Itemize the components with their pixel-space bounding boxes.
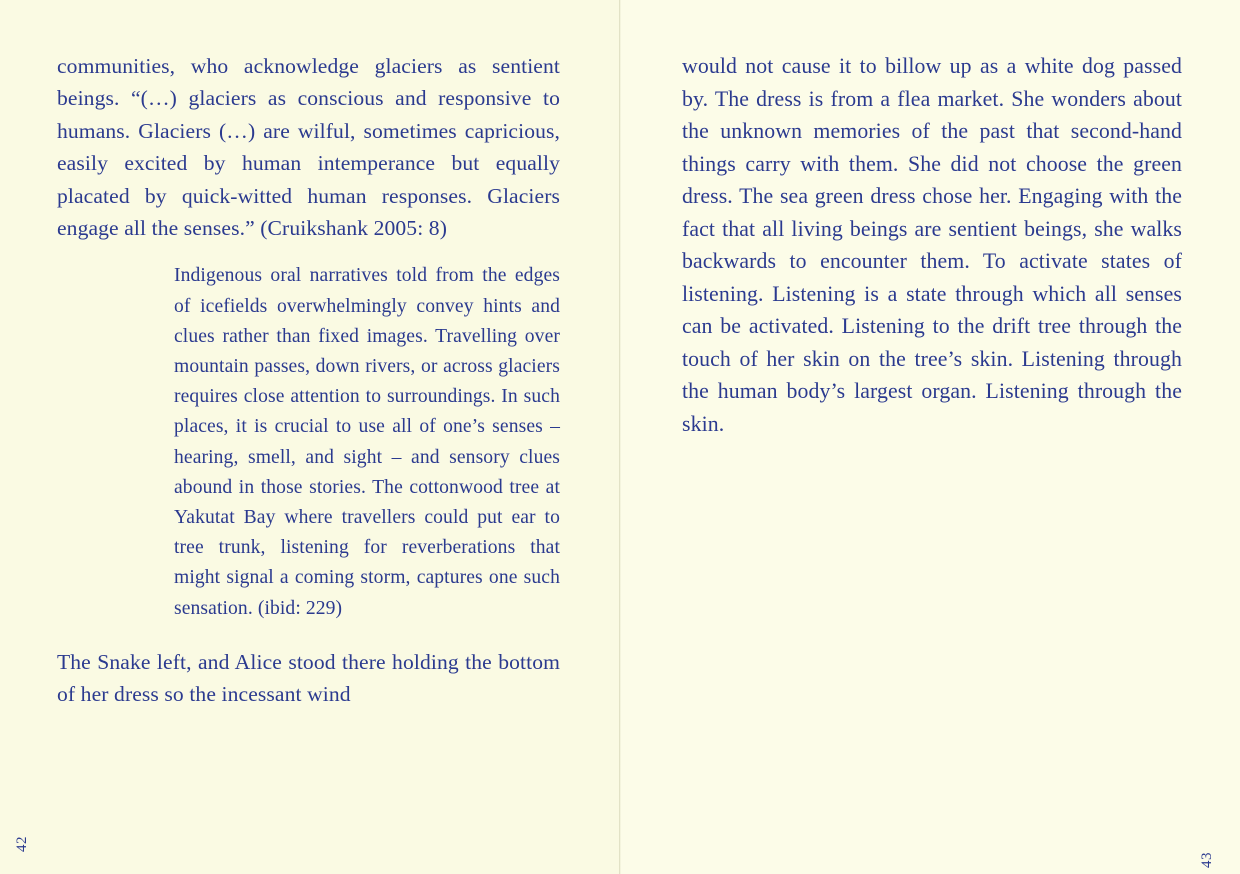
right-text-column <box>682 50 1182 440</box>
block-quote-text: Indigenous oral narratives told from the edges of icefields overwhelmingly convey hints and clues rather than fixed images. Travelling over mountain passes, down rivers, or across glaciers requires close attention to surroundings. In such places, it is crucial to use all of one’s senses – hearing, smell, and sight – and sensory clues abound in those stories. The cottonwood tree at Yakutat Bay where travellers could put ear to tree trunk, listening for reverberations that might signal a coming storm, captures one such sensation. (ibid: 229) <box>174 265 560 619</box>
left-paragraph-narrative: The Snake left, and Alice stood there holding the bottom of her dress so the incessant wind <box>57 649 560 707</box>
block-quote <box>174 261 560 623</box>
right-paragraph-continuation: would not cause it to billow up as a white dog passed by. The dress is from a flea market. She wonders about the unknown memories of the past that second-hand things carry with them. She did not choose the green dress. The sea green dress chose her. Engaging with the fact that all living beings are sentient beings, she walks backwards to encounter them. To activate states of listening. Listening is a state through which all senses can be activated. Listening to the drift tree through the touch of her skin on the tree’s skin. Listening through the human body’s largest organ. Listening through the skin. <box>682 54 1182 436</box>
right-page <box>620 0 1240 874</box>
page-number-right: 43 <box>1199 852 1215 868</box>
page-number-left: 42 <box>14 836 30 852</box>
left-paragraph-continuation: communities, who acknowledge glaciers as sentient beings. “(…) glaciers as conscious and responsive to humans. Glaciers (…) are wilful, sometimes capricious, easily excited by human intemperance but equally placated by quick-witted human responses. Glaciers engage all the senses.” (Cruikshank 2005: 8) <box>57 54 560 241</box>
page-gutter <box>619 0 621 874</box>
